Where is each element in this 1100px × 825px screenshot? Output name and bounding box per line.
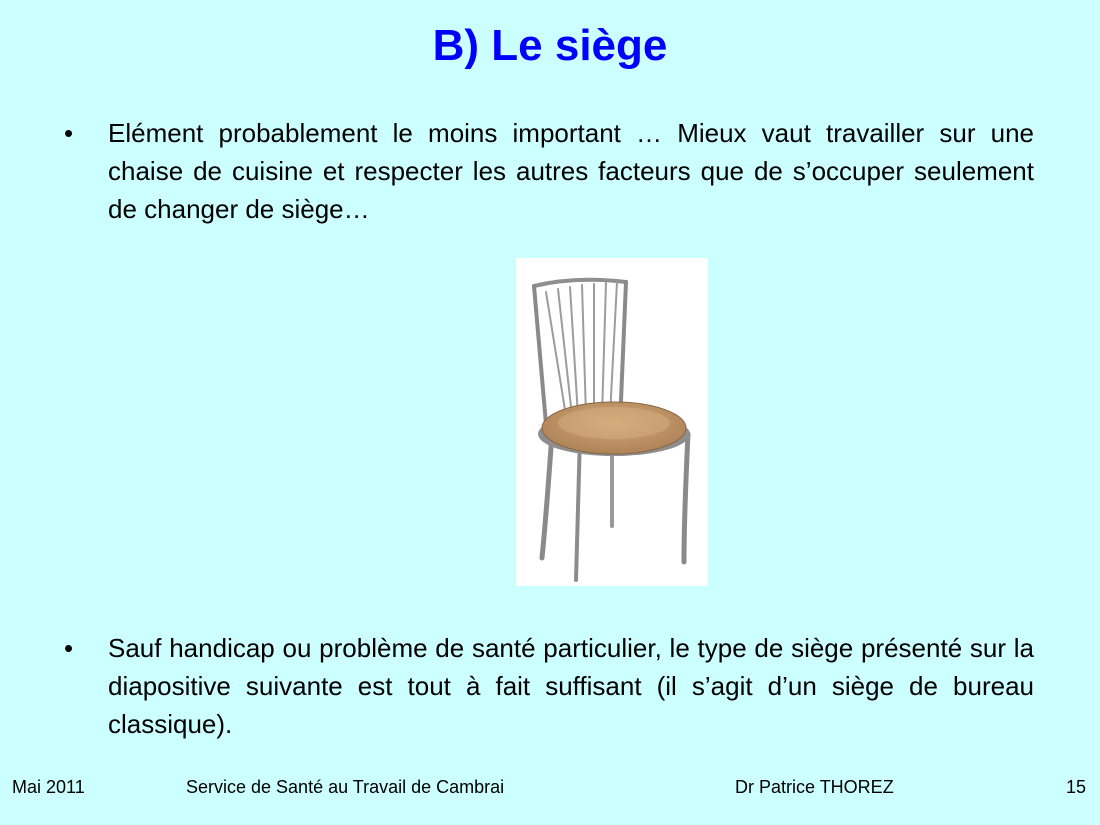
footer-date: Mai 2011 xyxy=(12,777,85,797)
page-number: 15 xyxy=(1066,777,1087,797)
footer-organization: Service de Santé au Travail de Cambrai xyxy=(186,777,505,797)
footer-author: Dr Patrice THOREZ xyxy=(735,777,894,797)
bullet-marker: • xyxy=(64,633,74,663)
bullet-text: Sauf handicap ou problème de santé particulier, le type de siège présenté sur la diapositive suivante est tout à fait suffisant (il s’agit d’un siège de bureau classique). xyxy=(108,633,1034,739)
bullet-text: Elément probablement le moins important … Mieux vaut travailler sur une chaise de cuisine et respecter les autres facteurs que de s’occuper seulement de changer de siège… xyxy=(108,118,1034,224)
kitchen-chair-image xyxy=(516,258,708,586)
chair-image xyxy=(516,258,708,586)
bullet-marker: • xyxy=(64,118,74,148)
slide-title: B) Le siège xyxy=(432,21,668,70)
